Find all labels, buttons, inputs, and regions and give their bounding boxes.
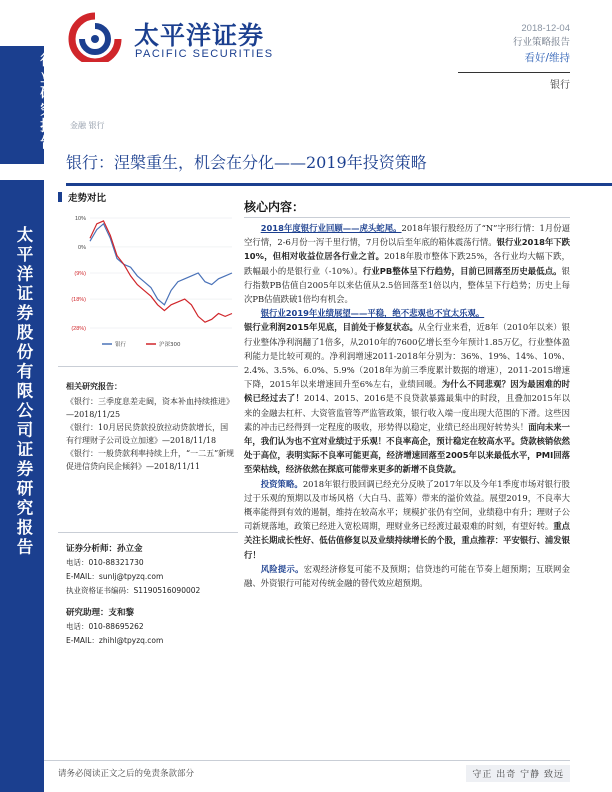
logo-mark-icon [66,12,124,62]
analyst-phone: 电话：010-88321730 [66,558,144,567]
related-heading: 相关研究报告： [66,382,122,391]
report-type: 行业策略报告 [512,37,570,48]
y-tick-label: 10% [74,216,86,222]
footer-divider [44,760,570,761]
paragraph: 银行业利润2015年见底，目前处于修复状态。从全行业来看，近8年（2010年以来）银行业整体净利润翻了1倍多，从2010年的7600亿增长至今年预计1.85万亿，行业整体盈利能力是比较可观的。净利润增速2011-2018年分别为：36%、19%、14%、10%、2.4%、3.5%、6.0%、5.9%（2018年为前三季度累计数据的增速），2011-2015增速下降，2015年以来增速回升至6%左右，业绩回暖。为什么不同悲观？因为最困难的时候已经过去了！2014、2015、2016是不良贷款暴露最集中的时段，且叠加2015年以来的金融去杠杆、大资管监管等严监管政策，银行收入端一度出现大范围的下滑。这些因素的冲击已经得到一定程度的吸收，形势得以稳定，业绩已经出现好转势头！面向未来一年，我们认为也不宜对业绩过于乐观！不良率高企，预计稳定在较高水平。贷款核销依然处于高位，表明实际不良率可能更高，经济增速回落至2005年以来最低水平，PMI回落至荣枯线，经济依然在探底可能带来更多的新增不良贷款。 [244,322,571,475]
paragraph: 投资策略。2018年银行股回调已经充分反映了2017年以及今年1季度市场对银行股过于乐观的预期以及市场风格（大白马、蓝筹）带来的溢价效益。展望2019，不良率大概率能得到有效的遏制，维持在较高水平；规模扩张仍有空间，业绩稳中有升；理财子公司新规落地，政策已经进入宽松周期，理财业务已经渡过最艰难的时刻，有望好转。重点关注长期成长性好、低估值修复以及业绩持续增长的个股，重点推荐：平安银行、浦发银行！ [244,478,570,560]
y-tick-label: 0% [78,244,86,251]
paragraph: 风险提示。宏观经济修复可能不及预期；信贷违约可能在节奏上超预期；互联网金融、外资银行可能对传统金融的替代效应超预期。 [244,563,571,589]
related-reports [66,380,236,473]
page-title: 银行：涅槃重生，机会在分化——2019年投资策略 [66,153,427,172]
analyst-label: 证券分析师：孙立金 [66,544,143,554]
assistant-phone: 电话：010-88695262 [66,622,144,631]
series-line-银行 [90,224,232,305]
rating: 看好/维持 [524,52,570,64]
analyst-email: E-MAIL：sunlj@tpyzq.com [66,572,164,581]
sidebar-divider [58,366,238,367]
y-tick-label: (9%) [74,271,86,277]
legend-label: 银行 [115,342,127,348]
legend-label: 沪深300 [159,342,181,348]
header-meta [513,22,570,65]
left-band-top-label: 行业研究报告 [38,52,54,151]
disclaimer-note: 请务必阅读正文之后的免责条款部分 [58,769,195,779]
analyst-info [66,542,236,648]
paragraph: 2018年度银行业回顾——虎头蛇尾。2018年银行股经历了“N”字形行情：1月份逼空行情，2-6月份一泻千里行情，7月份以后至年底的箱体震荡行情。银行业2018年下跌10%，但相对收益位居各行业之首。2018年股市整体下跌25%，各行业均大幅下跌，跌幅最小的是银行业（-10%）。行业PB整体呈下行趋势，目前已回落至历史最低点。银行指数PB估值自2005年以来估值从2.5倍回落至1倍以内，整体呈下行趋势；历史上每次PB估值跌破1倍均有机会。 [244,223,570,305]
logo-text-cn: 太平洋证券 [134,21,265,50]
company-logo [66,6,366,68]
section-marker-icon [58,192,62,202]
assistant-email: E-MAIL：zhihl@tpyzq.com [66,636,164,645]
sector-label: 银行 [550,80,570,91]
main-divider [244,217,570,218]
company-motto: 守正 出奇 宁静 致远 [466,765,570,782]
analyst-license: 执业资格证书编码：S1190516090002 [66,586,201,595]
main-content [244,221,570,590]
series-line-沪深300 [90,221,232,322]
paragraph: 银行业2019年业绩展望——平稳，绝不悲观也不宜太乐观。 [260,308,485,319]
title-divider [66,183,612,186]
header-divider [458,72,570,73]
y-tick-label: (18%) [71,297,86,304]
report-date: 2018-12-04 [521,23,570,34]
main-heading: 核心内容： [244,200,305,214]
left-band-bottom-label: 太平洋证券股份有限公司证券研究报告 [14,226,33,558]
y-tick-label: (28%) [71,326,86,332]
sidebar-divider [58,532,238,533]
category-label: 金融 银行 [70,121,105,130]
related-item: 《银行：一般贷款利率持续上升，“一二五”新规促进信贷向民企倾斜》—2018/11/11 [66,449,235,471]
related-item: 《银行：10月居民贷款投放拉动贷款增长，国有行理财子公司设立加速》—2018/11/18 [66,423,229,445]
chart-section-header [58,190,234,204]
logo-text-en: PACIFIC SECURITIES [135,48,274,60]
chart-heading: 走势对比 [68,193,107,204]
assistant-label: 研究助理：支和黎 [66,608,135,618]
related-item: 《银行：三季度息差走阔，资本补血持续推进》—2018/11/25 [66,397,234,419]
trend-chart [62,210,238,360]
